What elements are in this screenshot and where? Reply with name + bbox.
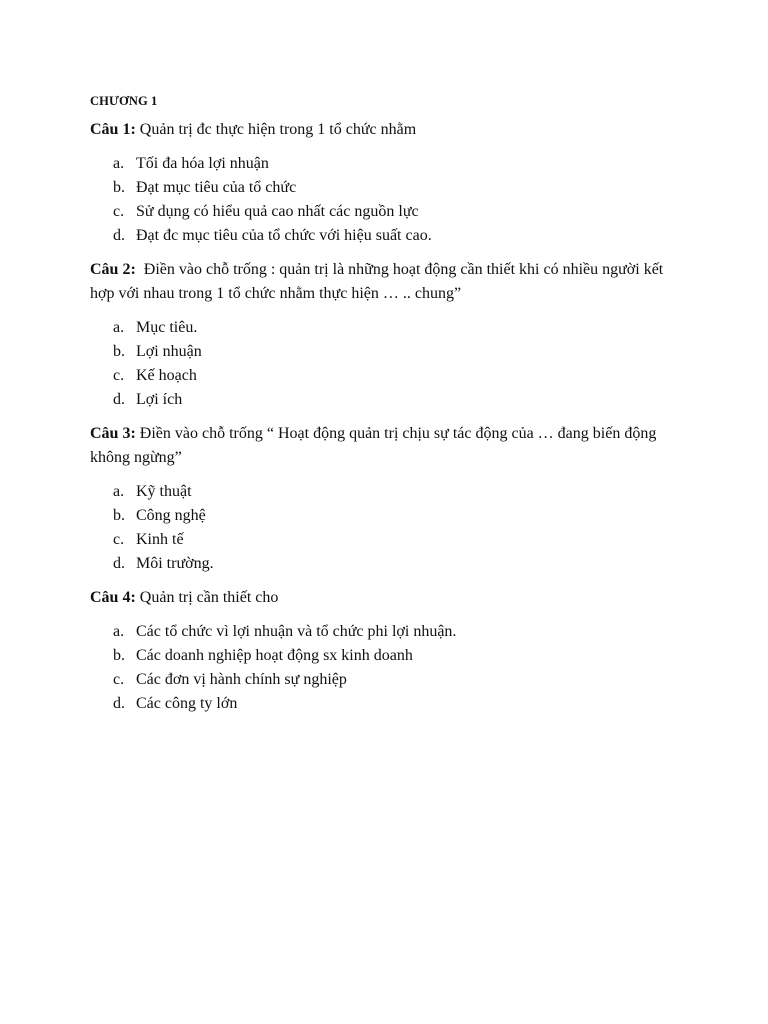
option-letter: c. <box>113 531 125 548</box>
question-1 <box>90 118 690 248</box>
answer-option <box>90 480 690 504</box>
option-letter: b. <box>113 647 125 664</box>
question-body: Quản trị cần thiết cho <box>135 589 279 606</box>
question-4 <box>90 586 690 716</box>
answer-option <box>90 224 690 248</box>
option-text: Các tổ chức vì lợi nhuận và tổ chức phi lợi nhuận. <box>136 623 457 640</box>
question-3 <box>90 422 690 576</box>
option-text: Đạt mục tiêu của tổ chức <box>136 179 297 196</box>
option-text: Mục tiêu. <box>136 319 198 336</box>
answer-option <box>90 668 690 692</box>
option-letter: b. <box>113 343 125 360</box>
option-text: Kinh tế <box>136 531 184 548</box>
option-letter: d. <box>113 555 125 572</box>
option-text: Các đơn vị hành chính sự nghiệp <box>136 671 347 688</box>
option-letter: d. <box>113 227 125 244</box>
answer-option <box>90 340 690 364</box>
answer-option <box>90 528 690 552</box>
answer-option <box>90 176 690 200</box>
answer-option <box>90 364 690 388</box>
question-text <box>90 422 690 470</box>
question-body: Điền vào chỗ trống “ Hoạt động quản trị chịu sự tác động của … đang biến động không ngừng” <box>90 425 657 466</box>
option-text: Kỹ thuật <box>136 483 192 500</box>
option-letter: a. <box>113 319 125 336</box>
option-text: Công nghệ <box>136 507 206 524</box>
option-text: Các doanh nghiệp hoạt động sx kinh doanh <box>136 647 413 664</box>
answer-option <box>90 200 690 224</box>
question-label: Câu 4: <box>90 589 136 606</box>
answer-options <box>90 480 690 576</box>
option-text: Môi trường. <box>136 555 214 572</box>
answer-options <box>90 152 690 248</box>
answer-option <box>90 552 690 576</box>
answer-options <box>90 620 690 716</box>
document-content <box>90 93 690 726</box>
option-letter: b. <box>113 507 125 524</box>
option-letter: c. <box>113 203 125 220</box>
option-letter: d. <box>113 391 125 408</box>
answer-option <box>90 316 690 340</box>
question-text <box>90 258 690 306</box>
answer-option <box>90 692 690 716</box>
option-letter: d. <box>113 695 125 712</box>
answer-option <box>90 388 690 412</box>
question-label: Câu 1: <box>90 121 136 138</box>
option-letter: a. <box>113 483 125 500</box>
answer-option <box>90 504 690 528</box>
question-label: Câu 2: <box>90 261 136 278</box>
question-body: Quản trị đc thực hiện trong 1 tổ chức nhằm <box>135 121 417 138</box>
question-body: Điền vào chỗ trống : quản trị là những hoạt động cần thiết khi có nhiều người kết hợp với nhau trong 1 tổ chức nhằm thực hiện … .. chung” <box>90 261 668 302</box>
question-text <box>90 586 690 610</box>
answer-option <box>90 644 690 668</box>
option-text: Kế hoạch <box>136 367 197 384</box>
option-text: Các công ty lớn <box>136 695 238 712</box>
option-text: Lợi nhuận <box>136 343 202 360</box>
answer-option <box>90 152 690 176</box>
option-letter: a. <box>113 623 125 640</box>
question-2 <box>90 258 690 412</box>
option-letter: b. <box>113 179 125 196</box>
option-text: Tối đa hóa lợi nhuận <box>136 155 269 172</box>
option-letter: c. <box>113 367 125 384</box>
option-letter: c. <box>113 671 125 688</box>
chapter-title: CHƯƠNG 1 <box>90 94 158 108</box>
answer-options <box>90 316 690 412</box>
option-text: Đạt đc mục tiêu của tổ chức với hiệu suất cao. <box>136 227 432 244</box>
question-text <box>90 118 690 142</box>
option-text: Sử dụng có hiểu quả cao nhất các nguồn lực <box>136 203 419 220</box>
option-text: Lợi ích <box>136 391 183 408</box>
answer-option <box>90 620 690 644</box>
question-label: Câu 3: <box>90 425 136 442</box>
option-letter: a. <box>113 155 125 172</box>
